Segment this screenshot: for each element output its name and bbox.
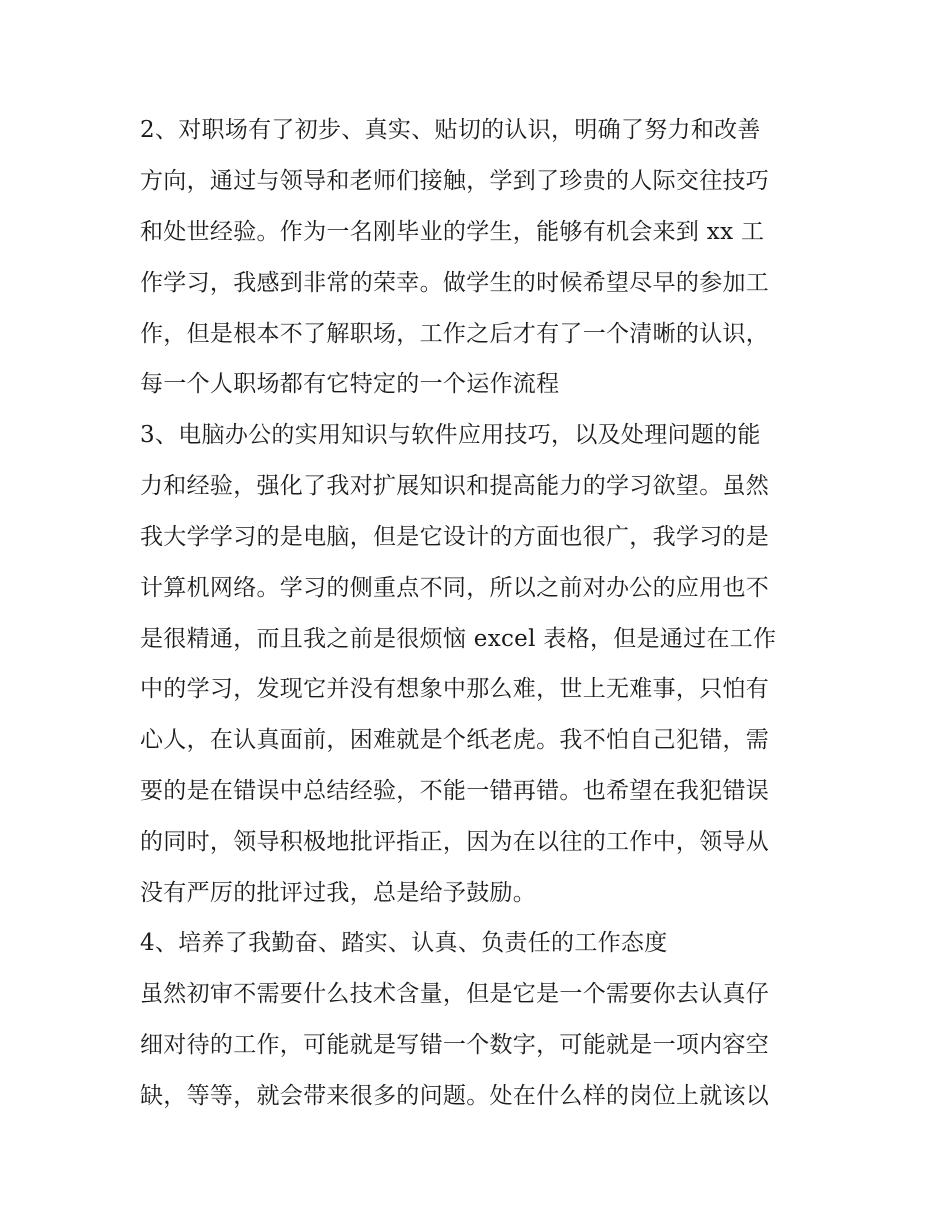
text-line: 作学习，我感到非常的荣幸。做学生的时候希望尽早的参加工	[140, 270, 770, 296]
text-line: 方向，通过与领导和老师们接触，学到了珍贵的人际交往技巧	[140, 168, 770, 194]
text-line: 细对待的工作，可能就是写错一个数字，可能就是一项内容空	[140, 1032, 770, 1058]
text-line: 力和经验，强化了我对扩展知识和提高能力的学习欲望。虽然	[140, 473, 770, 499]
text-line: 中的学习，发现它并没有想象中那么难，世上无难事，只怕有	[140, 676, 770, 702]
text-line: 心人，在认真面前，困难就是个纸老虎。我不怕自己犯错，需	[140, 727, 770, 753]
text-line: 我大学学习的是电脑，但是它设计的方面也很广，我学习的是	[140, 524, 770, 550]
text-line: 没有严厉的批评过我，总是给予鼓励。	[140, 880, 537, 906]
text-line: 缺，等等，就会带来很多的问题。处在什么样的岗位上就该以	[140, 1083, 770, 1109]
text-line: 2、对职场有了初步、真实、贴切的认识，明确了努力和改善	[140, 117, 761, 143]
text-line: 要的是在错误中总结经验，不能一错再错。也希望在我犯错误	[140, 778, 770, 804]
text-line: 3、电脑办公的实用知识与软件应用技巧，以及处理问题的能	[140, 422, 761, 448]
text-line: 作，但是根本不了解职场，工作之后才有了一个清晰的认识，	[140, 321, 770, 347]
text-line: 4、培养了我勤奋、踏实、认真、负责任的工作态度	[140, 930, 668, 956]
text-line: 的同时，领导积极地批评指正，因为在以往的工作中，领导从	[140, 829, 770, 855]
text-line: 每一个人职场都有它特定的一个运作流程	[140, 371, 560, 397]
text-line: 是很精通，而且我之前是很烦恼 excel 表格，但是通过在工作	[140, 626, 777, 652]
text-line: 虽然初审不需要什么技术含量，但是它是一个需要你去认真仔	[140, 981, 770, 1007]
text-line: 计算机网络。学习的侧重点不同，所以之前对办公的应用也不	[140, 575, 770, 601]
text-line: 和处世经验。作为一名刚毕业的学生，能够有机会来到 xx 工	[140, 219, 765, 245]
